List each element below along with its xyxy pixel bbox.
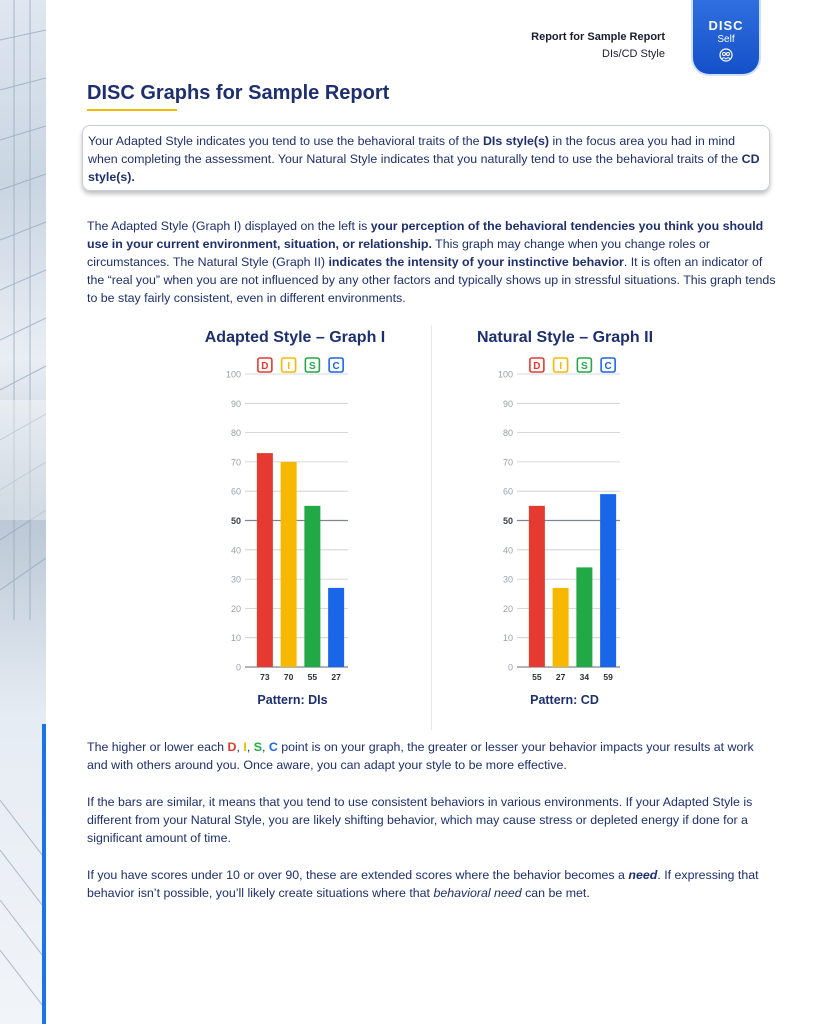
y-tick-label: 10	[502, 633, 513, 644]
intro-paragraph	[87, 217, 777, 307]
y-tick-label: 50	[502, 516, 513, 526]
title-underline	[87, 109, 177, 111]
report-subtitle: DIs/CD Style	[602, 48, 665, 60]
comma: ,	[261, 740, 269, 754]
letter-i: I	[243, 740, 247, 754]
category-label-s: S	[581, 361, 588, 372]
chart-title-natural: Natural Style – Graph II	[476, 329, 654, 346]
chart-title-adapted: Adapted Style – Graph I	[204, 329, 386, 346]
behavioral-need-emphasis: behavioral need	[433, 886, 522, 900]
y-tick-label: 60	[502, 486, 513, 497]
explain-paragraph-3	[87, 866, 777, 902]
bar-c	[328, 588, 344, 667]
explain-text-3a: If you have scores under 10 or over 90, these are extended scores where the behavior becomes a	[87, 868, 629, 882]
y-tick-label: 70	[502, 457, 513, 468]
explain-text-3c: can be met.	[521, 886, 590, 900]
report-title: Report for Sample Report	[531, 31, 665, 43]
natural-style-chart	[487, 355, 632, 685]
y-tick-label: 80	[230, 428, 241, 439]
category-label-d: D	[533, 361, 541, 372]
intro-bold-2: indicates the intensity of your instinctive behavior	[328, 255, 624, 269]
y-tick-label: 70	[230, 457, 241, 468]
y-tick-label: 80	[502, 428, 513, 439]
value-label-s: 34	[579, 672, 590, 682]
summary-natural-style: CD style(s).	[88, 152, 760, 184]
value-label-d: 55	[532, 672, 542, 682]
y-tick-label: 60	[230, 486, 241, 497]
category-label-d: D	[261, 361, 269, 372]
bar-i	[553, 588, 569, 667]
explain-paragraph-1	[87, 738, 777, 774]
value-label-i: 27	[555, 672, 566, 682]
chart-divider	[431, 325, 432, 730]
y-tick-label: 30	[230, 574, 241, 585]
comma: ,	[246, 740, 254, 754]
adapted-style-chart	[215, 355, 360, 685]
pattern-adapted: Pattern: DIs	[257, 693, 328, 707]
explain-text-3b: . If expressing that behavior isn’t possible, you’ll likely create situations where that	[87, 868, 759, 900]
category-label-c: C	[604, 361, 612, 372]
intro-text-2: This graph may change when you change roles or circumstances. The Natural Style (Graph II)	[87, 237, 710, 269]
y-tick-label: 90	[230, 398, 241, 409]
bar-s	[576, 567, 592, 667]
y-tick-label: 100	[497, 369, 513, 380]
y-tick-label: 30	[502, 574, 513, 585]
summary-text-1: Your Adapted Style indicates you tend to use the behavioral traits of the	[88, 134, 483, 148]
pattern-natural: Pattern: CD	[530, 693, 599, 707]
bar-i	[281, 462, 297, 667]
y-tick-label: 0	[507, 662, 513, 673]
y-tick-label: 90	[502, 398, 513, 409]
intro-bold-1: your perception of the behavioral tendencies you think you should use in your current environment, situation, or relationship.	[87, 219, 764, 251]
value-label-d: 73	[260, 672, 270, 682]
people-icon	[717, 48, 735, 62]
category-label-i: I	[287, 361, 291, 372]
side-decoration	[0, 0, 46, 1024]
y-tick-label: 40	[230, 545, 241, 556]
category-label-i: I	[559, 361, 563, 372]
category-label-s: S	[309, 361, 316, 372]
value-label-s: 55	[307, 672, 318, 682]
value-label-c: 27	[331, 672, 341, 682]
bar-s	[304, 506, 320, 667]
summary-text-2: in the focus area you had in mind when completing the assessment. Your Natural Style indicates that you naturally tend to use the behavioral traits of the	[88, 134, 742, 166]
bar-d	[529, 506, 545, 667]
badge-title: DISC	[708, 18, 744, 33]
side-accent-bar	[42, 724, 46, 1024]
badge-subtitle: Self	[717, 34, 735, 45]
value-label-i: 70	[283, 672, 294, 682]
page-title: DISC Graphs for Sample Report	[87, 82, 390, 104]
y-tick-label: 20	[502, 603, 513, 614]
explain-text-1a: The higher or lower each	[87, 740, 228, 754]
letter-s: S	[253, 740, 262, 754]
comma: ,	[236, 740, 244, 754]
y-tick-label: 100	[225, 369, 241, 380]
y-tick-label: 20	[230, 603, 241, 614]
explain-text-1b: point is on your graph, the greater or lesser your behavior impacts your results at work and with others around you. Once aware, you can adapt your style to be more effective.	[87, 740, 754, 772]
style-summary-box	[82, 125, 770, 191]
category-label-c: C	[332, 361, 340, 372]
explain-paragraph-2: If the bars are similar, it means that you tend to use consistent behaviors in various environments. If your Adapted Style is different from your Natural Style, you are likely shifting behavior, which may cause stress or depleted energy if done for a significant amount of time.	[87, 795, 753, 845]
summary-adapted-style: DIs style(s)	[482, 134, 550, 148]
need-emphasis: need	[628, 868, 658, 882]
letter-d: D	[227, 740, 237, 754]
bar-d	[257, 453, 273, 667]
intro-text-1: The Adapted Style (Graph I) displayed on the left is	[87, 219, 371, 233]
building-graphic	[0, 0, 46, 1024]
y-tick-label: 0	[235, 662, 241, 673]
letter-c: C	[268, 740, 278, 754]
intro-text-3: . It is often an indicator of the “real you” when you are not influenced by any other factors and typically shows up in stressful situations. This graph tends to be stay fairly consistent, even in different environments.	[87, 255, 776, 305]
bar-c	[600, 494, 616, 667]
y-tick-label: 50	[230, 516, 241, 526]
disc-self-badge	[693, 0, 759, 74]
y-tick-label: 40	[502, 545, 513, 556]
y-tick-label: 10	[230, 633, 241, 644]
value-label-c: 59	[603, 672, 613, 682]
